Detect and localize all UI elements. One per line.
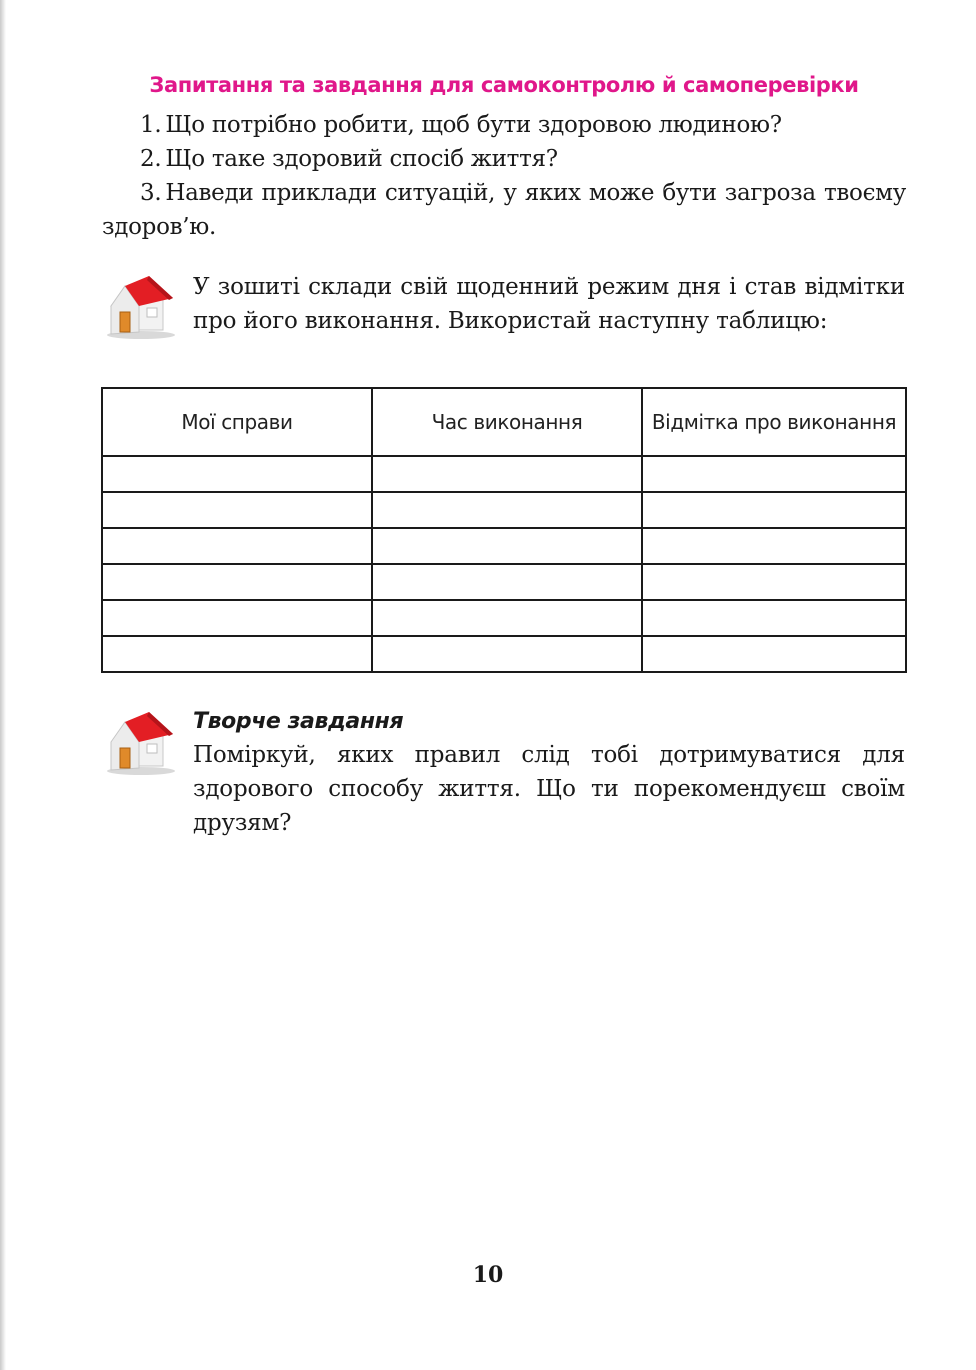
- table-cell: [372, 564, 642, 600]
- question-item: [102, 142, 906, 176]
- homework-task: [193, 270, 905, 338]
- table-row: [102, 528, 906, 564]
- table-row: [102, 492, 906, 528]
- table-header: Відмітка про виконання: [642, 388, 906, 456]
- table-cell: [102, 600, 372, 636]
- table-cell: [102, 456, 372, 492]
- homework-text: У зошиті склади свій щоденний режим дня і став відмітки про його виконання. Використай наступну таблицю:: [193, 274, 905, 334]
- schedule-table: [101, 387, 907, 673]
- table-cell: [102, 564, 372, 600]
- creative-task-text: Поміркуй, яких правил слід тобі дотримуватися для здорового способу життя. Що ти порекомендуєш своїм друзям?: [193, 742, 905, 836]
- table-row: [102, 564, 906, 600]
- table-cell: [642, 600, 906, 636]
- table-header-row: [102, 388, 906, 456]
- page-number: 10: [472, 1262, 504, 1288]
- creative-task: [193, 706, 905, 840]
- table-cell: [372, 600, 642, 636]
- table-row: [102, 600, 906, 636]
- table-cell: [642, 528, 906, 564]
- table-cell: [102, 528, 372, 564]
- table-cell: [642, 636, 906, 672]
- question-text: Що потрібно робити, щоб бути здоровою людиною?: [165, 112, 782, 138]
- table-cell: [642, 456, 906, 492]
- house-icon: [103, 272, 177, 340]
- question-item: [102, 108, 906, 142]
- question-text: Наведи приклади ситуацій, у яких може бути загроза твоєму здоров’ю.: [102, 180, 906, 240]
- question-number: 1.: [140, 112, 162, 138]
- creative-task-title: Творче завдання: [193, 709, 404, 734]
- table-cell: [372, 456, 642, 492]
- page-edge: [0, 0, 6, 1370]
- table-header: Мої справи: [102, 388, 372, 456]
- house-icon: [103, 708, 177, 776]
- question-item: [102, 176, 906, 244]
- table-header: Час виконання: [372, 388, 642, 456]
- table-row: [102, 636, 906, 672]
- table-cell: [642, 492, 906, 528]
- questions-list: [102, 108, 906, 244]
- question-text: Що таке здоровий спосіб життя?: [165, 146, 558, 172]
- table-cell: [372, 636, 642, 672]
- question-number: 3.: [140, 180, 162, 206]
- table-row: [102, 456, 906, 492]
- table-cell: [372, 528, 642, 564]
- section-heading: Запитання та завдання для самоконтролю й самоперевірки: [149, 73, 859, 97]
- table-cell: [372, 492, 642, 528]
- table-cell: [102, 492, 372, 528]
- table-cell: [102, 636, 372, 672]
- question-number: 2.: [140, 146, 162, 172]
- table-cell: [642, 564, 906, 600]
